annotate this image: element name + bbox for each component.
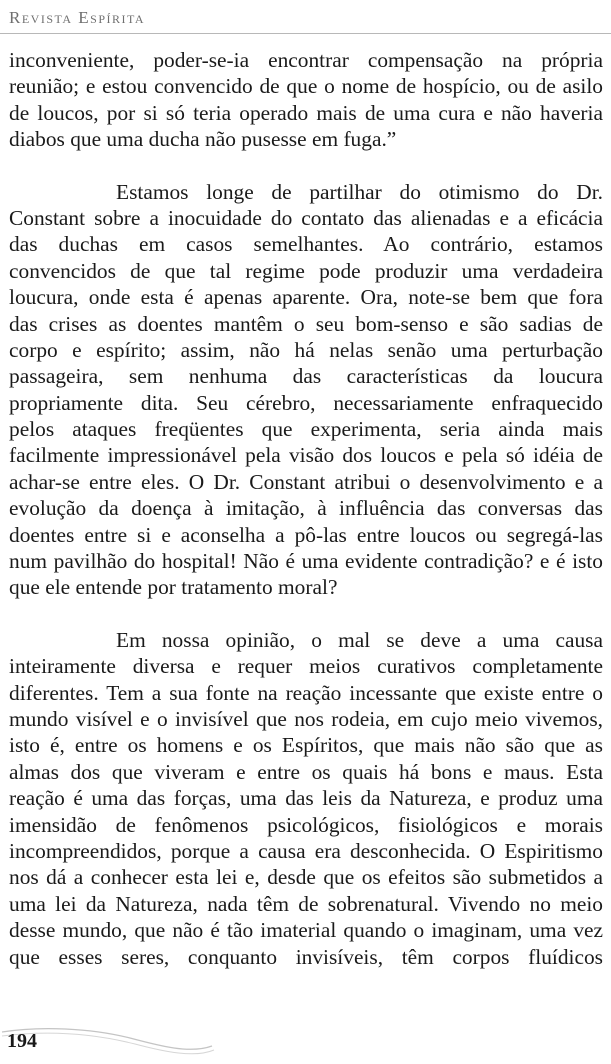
text-line: Constant sobre a inocuidade do contato das alienadas e a eficácia: [9, 205, 603, 230]
text-line: loucura, onde esta é apenas aparente. Ora, note-se bem que fora: [9, 285, 603, 310]
text-line: nos dá a conhecer esta lei e, desde que os efeitos são submetidos a: [9, 865, 603, 890]
paragraph: [9, 627, 603, 970]
text-line: convencidos de que tal regime pode produzir uma verdadeira: [9, 258, 603, 283]
text-line: das crises as doentes mantêm o seu bom-senso e são sadias de: [9, 311, 603, 336]
text-line: diferentes. Tem a sua fonte na reação incessante que existe entre o: [9, 680, 603, 705]
text-line: das duchas em casos semelhantes. Ao contrário, estamos: [9, 232, 603, 257]
text-line: reunião; e estou convencido de que o nome de hospício, ou de asilo: [9, 74, 603, 99]
text-line: passageira, sem nenhuma das características da loucura: [9, 364, 603, 389]
text-line: inteiramente diversa e requer meios curativos completamente: [9, 654, 603, 679]
text-line: incompreendidos, porque a causa era desconhecida. O Espiritismo: [9, 838, 603, 863]
text-line: isto é, entre os homens e os Espíritos, que mais não são que as: [9, 733, 603, 758]
text-line: que esses seres, conquanto invisíveis, têm corpos fluídicos: [9, 944, 603, 969]
text-line: doentes entre si e aconselha a pô-las entre loucos ou segregá-las: [9, 522, 603, 547]
text-line: desse mundo, que não é tão imaterial quando o imaginam, uma vez: [9, 918, 603, 943]
text-line: inconveniente, poder-se-ia encontrar compensação na própria: [9, 48, 603, 72]
text-line: mundo visível e o invisível que nos rodeia, em cujo meio vivemos,: [9, 706, 603, 731]
text-line: propriamente dita. Seu cérebro, necessariamente enfraquecido: [9, 390, 603, 415]
text-line: corpo e espírito; assim, não há nelas senão uma perturbação: [9, 337, 603, 362]
text-line: almas dos que viveram e entre os quais há bons e maus. Esta: [9, 759, 603, 784]
text-line: pelos ataques freqüentes que experimenta, seria ainda mais: [9, 417, 603, 442]
text-line: reação é uma das forças, uma das leis da Natureza, e produz uma: [9, 786, 603, 811]
text-line: diabos que uma ducha não pusesse em fuga.”: [9, 127, 397, 152]
paragraph: [9, 47, 603, 153]
text-line: Estamos longe de partilhar do otimismo do Dr.: [116, 179, 603, 204]
running-header: Revista Espírita: [9, 8, 146, 27]
text-line: evolução da doença à imitação, à influência das conversas das: [9, 496, 603, 521]
text-line: imensidão de fenômenos psicológicos, fisiológicos e morais: [9, 812, 603, 837]
paragraph: [9, 179, 603, 601]
text-line: uma lei da Natureza, nada têm de sobrenatural. Vivendo no meio: [9, 891, 603, 916]
text-line: num pavilhão do hospital! Não é uma evidente contradição? e é isto: [9, 549, 603, 574]
text-line: Em nossa opinião, o mal se deve a uma causa: [116, 627, 603, 652]
text-line: facilmente impressionável pela visão dos loucos e pela só idéia de: [9, 443, 603, 468]
header-rule: [0, 33, 611, 34]
text-line: achar-se entre eles. O Dr. Constant atribui o desenvolvimento e a: [9, 469, 603, 494]
body-text: [9, 47, 603, 970]
text-line: que ele entende por tratamento moral?: [9, 575, 338, 600]
page-number: 194: [7, 1030, 37, 1052]
text-line: de loucos, por si só teria operado mais de uma cura e não haveria: [9, 100, 603, 125]
